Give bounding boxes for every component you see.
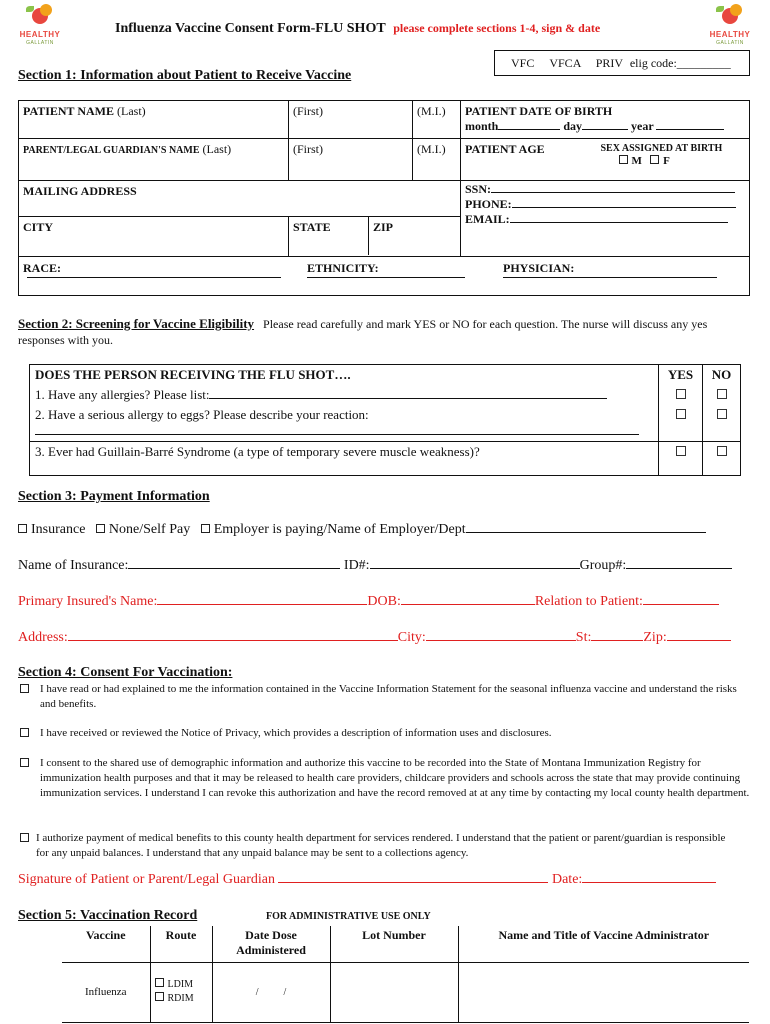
state-zip-field [289,217,461,257]
insured-address-field[interactable] [68,640,398,641]
city-field[interactable]: CITY [19,217,289,257]
consent-item: I authorize payment of medical benefits to this county health department for services rendered. I understand that the patient or parent/guardian is responsible for any unpaid balances. I understand that any unpaid balance may be sent to a collections agency. [20,831,740,861]
section4-heading: Section 4: Consent For Vaccination: [18,665,233,680]
patient-age-field[interactable]: PATIENT AGE [461,139,597,181]
q2-yes-checkbox[interactable] [659,405,703,442]
screening-table-heading: DOES THE PERSON RECEIVING THE FLU SHOT…. [30,365,659,386]
insured-city-field[interactable] [426,640,576,641]
route-cell: LDIM RDIM [150,962,212,1022]
patient-first-name-field[interactable]: (First) [289,101,413,139]
elig-code[interactable]: elig code:_________ [629,56,731,70]
q1-no-checkbox[interactable] [703,385,741,405]
demographics-row [19,257,750,296]
section3-heading: Section 3: Payment Information [18,489,210,504]
date-administered-field[interactable]: / / [212,962,330,1022]
insurance-name-field[interactable] [128,568,340,569]
mailing-address-field[interactable]: MAILING ADDRESS [19,181,461,217]
state-field[interactable]: STATE [289,217,369,255]
q3-yes-checkbox[interactable] [659,442,703,476]
insurance-checkbox[interactable] [18,524,27,533]
col-date-administered: Date Dose Administered [212,926,330,962]
ethnicity-field[interactable]: ETHNICITY: [307,261,379,275]
col-route: Route [150,926,212,962]
ssn-field[interactable]: SSN: [465,182,745,197]
consent-registry-checkbox[interactable] [20,758,29,767]
consent-vis-checkbox[interactable] [20,684,29,693]
patient-last-name-field[interactable]: PATIENT NAME (Last) [19,101,289,139]
col-administrator: Name and Title of Vaccine Administrator [458,926,749,962]
primary-insured-name-field[interactable] [157,604,367,605]
relation-field[interactable] [643,604,719,605]
administrator-field[interactable] [458,962,749,1022]
signature-row: Signature of Patient or Parent/Legal Guardian Date: [18,872,716,888]
guardian-last-name-field[interactable]: PARENT/LEGAL GUARDIAN'S NAME (Last) [19,139,289,181]
consent-payment-checkbox[interactable] [20,833,29,842]
question-allergies: 1. Have any allergies? Please list: [30,385,659,405]
email-field[interactable]: EMAIL: [465,212,745,227]
elig-vfc[interactable]: VFC [511,56,535,70]
eligibility-box [494,50,750,76]
healthy-gallatin-logo-right: HEALTHY GALLATIN [708,4,752,50]
screening-table [29,364,741,476]
signature-date-field[interactable] [582,882,716,883]
section5-heading: Section 5: Vaccination Record [18,908,198,923]
phone-field[interactable]: PHONE: [465,197,745,212]
section2-intro: Section 2: Screening for Vaccine Eligibility Please read carefully and mark YES or NO for each question. The nurse will discuss any yes responses with you. [18,316,708,347]
col-lot-number: Lot Number [330,926,458,962]
contact-fields [461,181,750,257]
elig-vfca[interactable]: VFCA [549,56,581,70]
sex-f-checkbox[interactable] [650,155,659,164]
healthy-gallatin-logo-left: HEALTHY GALLATIN [18,4,62,50]
route-rdim-checkbox[interactable] [155,992,164,1001]
primary-insured-row: Primary Insured's Name: DOB: Relation to Patient: [18,594,719,610]
consent-item: I consent to the shared use of demographic information and authorize this vaccine to be recorded into the State of Montana Immunization Registry for immunization health purposes and that it may be released to health care providers, childcare providers and schools across the state that may provide continuing immunization services. I understand I can revoke this authorization and have the record removed at at any time by contacting my local county health department. [20,756,750,801]
lot-number-field[interactable] [330,962,458,1022]
insured-address-row: Address: City: St: Zip: [18,630,731,646]
q2-no-checkbox[interactable] [703,405,741,442]
insurance-group-field[interactable] [626,568,732,569]
primary-insured-dob-field[interactable] [401,604,535,605]
q1-yes-checkbox[interactable] [659,385,703,405]
patient-info-table [18,100,750,296]
route-ldim-checkbox[interactable] [155,978,164,987]
vaccine-cell: Influenza [62,962,150,1022]
admin-use-note: FOR ADMINISTRATIVE USE ONLY [266,911,431,922]
physician-field[interactable]: PHYSICIAN: [503,261,575,275]
yes-column-header: YES [659,365,703,386]
insured-zip-field[interactable] [667,640,731,641]
col-vaccine: Vaccine [62,926,150,962]
question-guillain-barre: 3. Ever had Guillain-Barré Syndrome (a type of temporary severe muscle weakness)? [30,442,659,476]
sex-field[interactable]: SEX ASSIGNED AT BIRTH M F [597,139,750,181]
guardian-mi-field[interactable]: (M.I.) [413,139,461,181]
consent-item: I have received or reviewed the Notice of Privacy, which provides a description of information uses and disclosures. [20,726,750,741]
guardian-first-name-field[interactable]: (First) [289,139,413,181]
no-column-header: NO [703,365,741,386]
insurance-row: Name of Insurance: ID#: Group#: [18,558,732,574]
elig-priv[interactable]: PRIV [595,56,623,70]
sex-m-checkbox[interactable] [619,155,628,164]
form-title: Influenza Vaccine Consent Form-FLU SHOT please complete sections 1-4, sign & date [115,21,601,36]
employer-checkbox[interactable] [201,524,210,533]
payment-options: Insurance None/Self Pay Employer is paying/Name of Employer/Dept [18,522,706,538]
vaccination-record-table [62,926,749,1023]
zip-field[interactable]: ZIP [373,220,394,234]
section1-heading: Section 1: Information about Patient to Receive Vaccine [18,68,352,83]
self-pay-checkbox[interactable] [96,524,105,533]
consent-item: I have read or had explained to me the information contained in the Vaccine Information Statement for the seasonal influenza vaccine and understand the risks and benefits. [20,682,750,712]
signature-field[interactable] [278,882,548,883]
patient-dob-field[interactable]: PATIENT DATE OF BIRTH month day year [461,101,750,139]
question-egg-allergy: 2. Have a serious allergy to eggs? Please describe your reaction: [30,405,659,442]
insurance-id-field[interactable] [370,568,580,569]
patient-mi-field[interactable]: (M.I.) [413,101,461,139]
form-instruction: please complete sections 1-4, sign & date [393,21,601,35]
insured-state-field[interactable] [591,640,643,641]
race-field[interactable]: RACE: [23,261,61,275]
consent-privacy-checkbox[interactable] [20,728,29,737]
q3-no-checkbox[interactable] [703,442,741,476]
